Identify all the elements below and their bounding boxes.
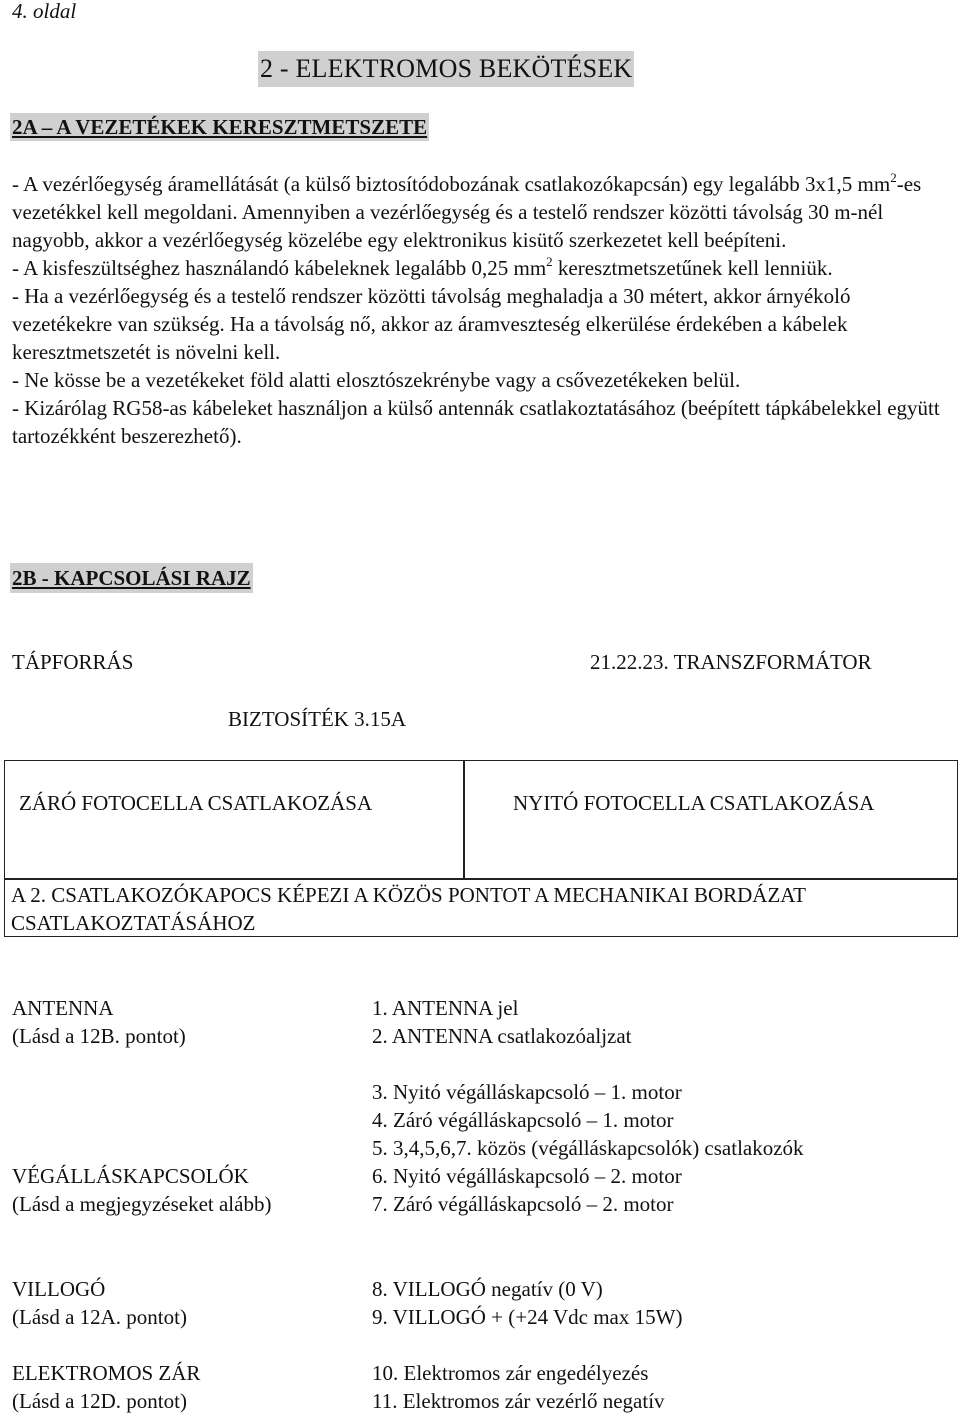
common-terminal-note: A 2. CSATLAKOZÓKAPOCS KÉPEZI A KÖZÖS PONTOT A MECHANIKAI BORDÁZAT CSATLAKOZTATÁSÁHOZ (11, 883, 806, 935)
opening-photocell-label: NYITÓ FOTOCELLA CSATLAKOZÁSA (513, 791, 875, 815)
limit-switches-ref: (Lásd a megjegyzéseket alább) (12, 1192, 272, 1216)
fuse-label: BIZTOSÍTÉK 3.15A (228, 707, 407, 731)
section-2a-body (12, 170, 942, 450)
terminal-item-2: 2. ANTENNA csatlakozóaljzat (372, 1024, 632, 1048)
antenna-label: ANTENNA (12, 996, 114, 1020)
terminal-item-8: 8. VILLOGÓ negatív (0 V) (372, 1277, 603, 1301)
paragraph-power-supply: - A vezérlőegység áramellátását (a külső biztosítódobozának csatlakozókapcsán) egy legalább 3x1,5 $mm^2-es$ vezetékkel kell megoldani. Amennyiben a vezérlőegység és a testelő rendszer közötti távolság 30 m-nél nagyobb, akkor a vezérlőegység közelébe egy elektronikus kisütő szerkezetet kell beépíteni. (12, 170, 922, 252)
page-number: 4. oldal (12, 0, 77, 23)
box-divider-horizontal (5, 878, 957, 880)
page-title: 2 - ELEKTROMOS BEKÖTÉSEK (258, 51, 634, 87)
terminal-item-1: 1. ANTENNA jel (372, 996, 519, 1020)
paragraph-shielding: - Ha a vezérlőegység és a testelő rendszer közötti távolság meghaladja a 30 métert, akkor árnyékoló vezetékekre van szükség. Ha a távolság nő, akkor az áramveszteség elkerülése érdekében a kábelek keresztmetszetét is növelni kell. (12, 284, 851, 364)
terminal-item-7: 7. Záró végálláskapcsoló – 2. motor (372, 1192, 674, 1216)
terminal-item-5: 5. 3,4,5,6,7. közös (végálláskapcsolók) csatlakozók (372, 1136, 804, 1160)
terminal-item-9: 9. VILLOGÓ + (+24 Vdc max 15W) (372, 1305, 683, 1329)
flasher-label: VILLOGÓ (12, 1277, 106, 1301)
paragraph-underground: - Ne kösse be a vezetékeket föld alatti elosztószekrénybe vagy a csővezetékeken belül. (12, 368, 741, 392)
terminal-item-6: 6. Nyitó végálláskapcsoló – 2. motor (372, 1164, 682, 1188)
closing-photocell-label: ZÁRÓ FOTOCELLA CSATLAKOZÁSA (19, 791, 373, 815)
photocell-box (4, 760, 958, 937)
transformer-label: 21.22.23. TRANSZFORMÁTOR (590, 650, 872, 674)
electric-lock-ref: (Lásd a 12D. pontot) (12, 1389, 187, 1413)
power-source-label: TÁPFORRÁS (12, 650, 134, 674)
terminal-item-10: 10. Elektromos zár engedélyezés (372, 1361, 649, 1385)
box-divider-vertical (463, 761, 465, 878)
antenna-ref: (Lásd a 12B. pontot) (12, 1024, 186, 1048)
limit-switches-label: VÉGÁLLÁSKAPCSOLÓK (12, 1164, 249, 1188)
terminal-item-4: 4. Záró végálláskapcsoló – 1. motor (372, 1108, 674, 1132)
section-2b-heading: 2B - KAPCSOLÁSI RAJZ (10, 563, 253, 593)
terminal-item-3: 3. Nyitó végálláskapcsoló – 1. motor (372, 1080, 682, 1104)
paragraph-antenna-cable: - Kizárólag RG58-as kábeleket használjon a külső antennák csatlakoztatásához (beépített tápkábelekkel együtt tartozékként beszerezhető). (12, 396, 940, 448)
flasher-ref: (Lásd a 12A. pontot) (12, 1305, 187, 1329)
paragraph-low-voltage: - A kisfeszültséghez használandó kábeleknek legalább 0,25 $mm^2$ keresztmetszetűnek kell lenniük. (12, 254, 833, 280)
electric-lock-label: ELEKTROMOS ZÁR (12, 1361, 201, 1385)
section-2a-heading: 2A – A VEZETÉKEK KERESZTMETSZETE (12, 115, 428, 139)
terminal-item-11: 11. Elektromos zár vezérlő negatív (372, 1389, 665, 1413)
